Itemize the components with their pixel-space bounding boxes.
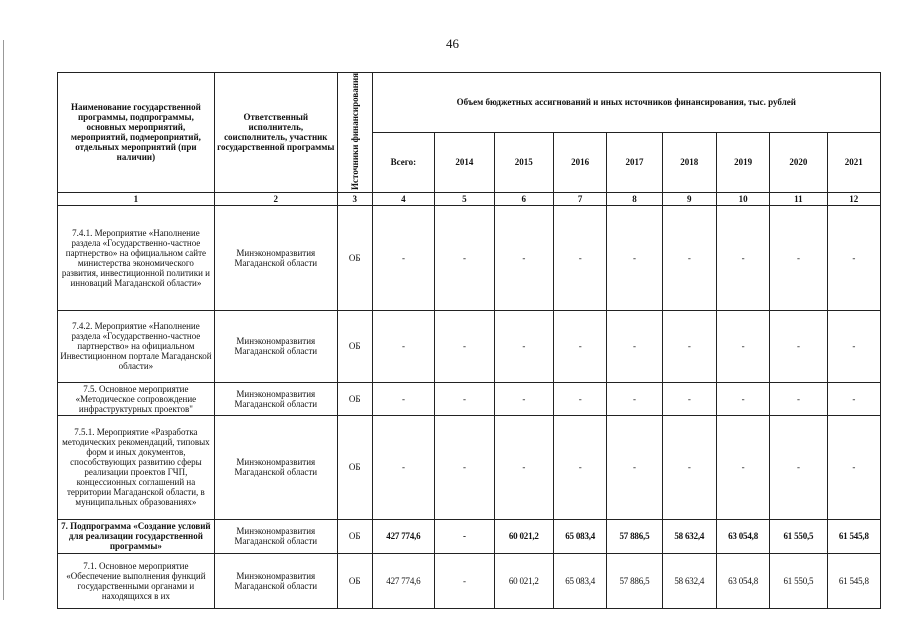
column-number: 7 [554, 192, 607, 205]
row-value: - [716, 382, 769, 415]
row-value: - [554, 205, 607, 310]
header-executor: Ответственный исполнитель, соисполнитель, участник государственной программы [214, 73, 337, 193]
row-value: - [662, 205, 716, 310]
row-executor: Минэкономразвития Магаданской области [214, 519, 337, 553]
row-executor: Минэкономразвития Магаданской области [214, 310, 337, 382]
row-value: - [607, 382, 662, 415]
row-source: ОБ [337, 310, 372, 382]
row-value: - [827, 415, 880, 519]
table-row [58, 205, 881, 310]
row-value: 61 545,8 [827, 553, 880, 608]
row-value: 57 886,5 [607, 553, 662, 608]
header-year: 2015 [494, 132, 553, 192]
column-number: 11 [770, 192, 827, 205]
header-total: Всего: [372, 132, 435, 192]
row-value: - [554, 310, 607, 382]
row-value: 65 083,4 [554, 519, 607, 553]
row-value: 58 632,4 [662, 519, 716, 553]
row-value: - [554, 382, 607, 415]
row-value: - [607, 205, 662, 310]
row-value: - [770, 310, 827, 382]
column-number: 3 [337, 192, 372, 205]
row-value: - [435, 382, 494, 415]
row-value: - [435, 205, 494, 310]
row-source: ОБ [337, 382, 372, 415]
row-source: ОБ [337, 415, 372, 519]
row-value: 63 054,8 [716, 553, 769, 608]
row-value: - [494, 415, 553, 519]
row-value: - [607, 415, 662, 519]
header-year: 2014 [435, 132, 494, 192]
table-row [58, 310, 881, 382]
row-name: 7.1. Основное мероприятие «Обеспечение выполнения функций государственными органами и находящихся в их [58, 553, 215, 608]
header-year: 2021 [827, 132, 880, 192]
table-row [58, 382, 881, 415]
row-value: 60 021,2 [494, 519, 553, 553]
header-year: 2016 [554, 132, 607, 192]
row-value: - [435, 553, 494, 608]
column-number: 1 [58, 192, 215, 205]
row-value: - [494, 205, 553, 310]
budget-table [57, 72, 881, 609]
row-value: 63 054,8 [716, 519, 769, 553]
row-value: - [662, 310, 716, 382]
row-name: 7. Подпрограмма «Создание условий для реализации государственной программы» [58, 519, 215, 553]
row-value: 58 632,4 [662, 553, 716, 608]
row-name: 7.4.2. Мероприятие «Наполнение раздела «Государственно-частное партнерство» на официальном Инвестиционном портале Магаданской области» [58, 310, 215, 382]
header-year: 2019 [716, 132, 769, 192]
row-value: - [435, 519, 494, 553]
column-number: 2 [214, 192, 337, 205]
row-value: - [770, 382, 827, 415]
row-value: - [372, 205, 435, 310]
row-value: - [372, 415, 435, 519]
row-value: 57 886,5 [607, 519, 662, 553]
row-value: - [435, 415, 494, 519]
row-value: - [827, 205, 880, 310]
column-number: 9 [662, 192, 716, 205]
row-value: - [662, 382, 716, 415]
row-value: - [372, 310, 435, 382]
row-value: - [770, 205, 827, 310]
row-value: - [716, 310, 769, 382]
header-year: 2018 [662, 132, 716, 192]
row-value: - [607, 310, 662, 382]
header-year: 2017 [607, 132, 662, 192]
row-executor: Минэкономразвития Магаданской области [214, 382, 337, 415]
row-value: - [494, 310, 553, 382]
row-value: 61 550,5 [770, 553, 827, 608]
table-row [58, 415, 881, 519]
row-value: - [554, 415, 607, 519]
row-value: - [770, 415, 827, 519]
row-executor: Минэкономразвития Магаданской области [214, 553, 337, 608]
row-value: - [827, 382, 880, 415]
page-number: 46 [446, 36, 459, 51]
row-source: ОБ [337, 205, 372, 310]
row-name: 7.5.1. Мероприятие «Разработка методических рекомендаций, типовых форм и иных документов, способствующих развитию сферы реализации проектов ГЧП, концессионных соглашений на территории Магаданской области, в муниципальных образованиях» [58, 415, 215, 519]
row-value: 65 083,4 [554, 553, 607, 608]
row-value: - [494, 382, 553, 415]
column-number: 4 [372, 192, 435, 205]
table-row [58, 553, 881, 608]
row-value: - [716, 415, 769, 519]
column-number: 12 [827, 192, 880, 205]
table-row [58, 519, 881, 553]
column-number: 8 [607, 192, 662, 205]
column-number: 6 [494, 192, 553, 205]
row-value: 60 021,2 [494, 553, 553, 608]
row-value: - [827, 310, 880, 382]
row-value: - [716, 205, 769, 310]
row-source: ОБ [337, 519, 372, 553]
row-value: 427 774,6 [372, 553, 435, 608]
header-volume: Объем бюджетных ассигнований и иных источников финансирования, тыс. рублей [372, 73, 880, 133]
header-funding-source [337, 73, 372, 193]
row-value: - [662, 415, 716, 519]
row-value: - [372, 382, 435, 415]
row-value: 61 550,5 [770, 519, 827, 553]
row-value: 427 774,6 [372, 519, 435, 553]
row-source: ОБ [337, 553, 372, 608]
row-executor: Минэкономразвития Магаданской области [214, 205, 337, 310]
header-year: 2020 [770, 132, 827, 192]
row-executor: Минэкономразвития Магаданской области [214, 415, 337, 519]
table-body [58, 205, 881, 608]
scan-margin-line [3, 40, 4, 600]
row-value: 61 545,8 [827, 519, 880, 553]
header-program-name: Наименование государственной программы, подпрограммы, основных мероприятий, мероприятий, подмероприятий, отдельных мероприятий (при наличии) [58, 73, 215, 193]
row-value: - [435, 310, 494, 382]
row-name: 7.4.1. Мероприятие «Наполнение раздела «Государственно-частное партнерство» на официальном сайте министерства экономического развития, инвестиционной политики и инноваций Магаданской области» [58, 205, 215, 310]
column-number: 5 [435, 192, 494, 205]
header-funding-source-text: Источники финансирования [349, 73, 360, 190]
row-name: 7.5. Основное мероприятие «Методическое сопровождение инфраструктурных проектов" [58, 382, 215, 415]
column-number: 10 [716, 192, 769, 205]
